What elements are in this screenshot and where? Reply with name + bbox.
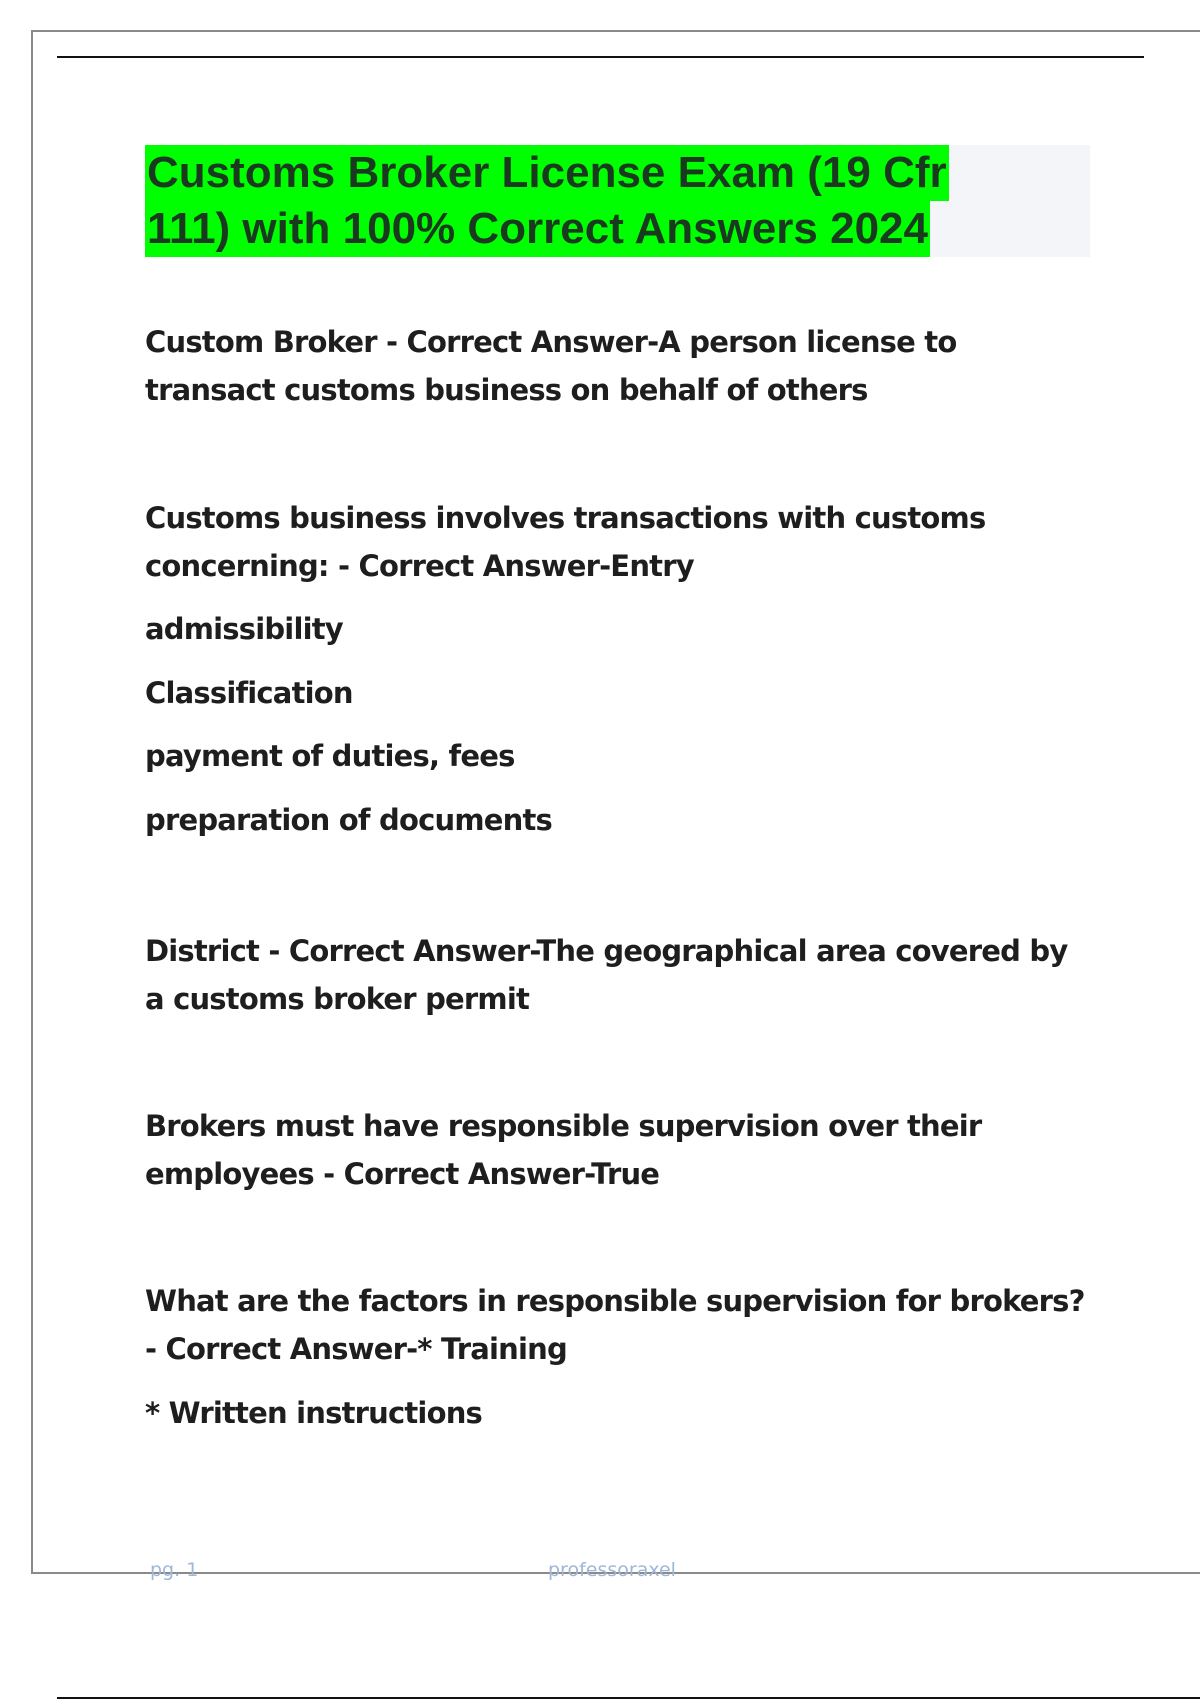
document-title [145,145,1090,257]
qa-item-supervision-factors: What are the factors in responsible supervision for brokers? - Correct Answer-* Training [145,1284,1085,1366]
header-rule [57,56,1144,58]
next-page-header-rule [57,1697,1200,1699]
title-line-2: 111) with 100% Correct Answers 2024 [145,201,930,257]
qa-answer-line: admissibility [145,612,343,646]
footer-author: professoraxel [548,1559,676,1581]
qa-answer-line: * Written instructions [145,1396,482,1430]
qa-item-responsible-supervision: Brokers must have responsible supervision over their employees - Correct Answer-True [145,1109,982,1191]
qa-item-custom-broker: Custom Broker - Correct Answer-A person license to transact customs business on behalf of others [145,325,957,407]
footer-page-number: pg. 1 [150,1559,199,1581]
qa-answer-line: payment of duties, fees [145,739,515,773]
qa-answer-line: preparation of documents [145,803,553,837]
qa-answer-line: Classification [145,676,353,710]
qa-item-district: District - Correct Answer-The geographical area covered by a customs broker permit [145,934,1068,1016]
qa-item-customs-business: Customs business involves transactions with customs concerning: - Correct Answer-Entry [145,501,986,583]
title-line-1: Customs Broker License Exam (19 Cfr [145,145,949,201]
